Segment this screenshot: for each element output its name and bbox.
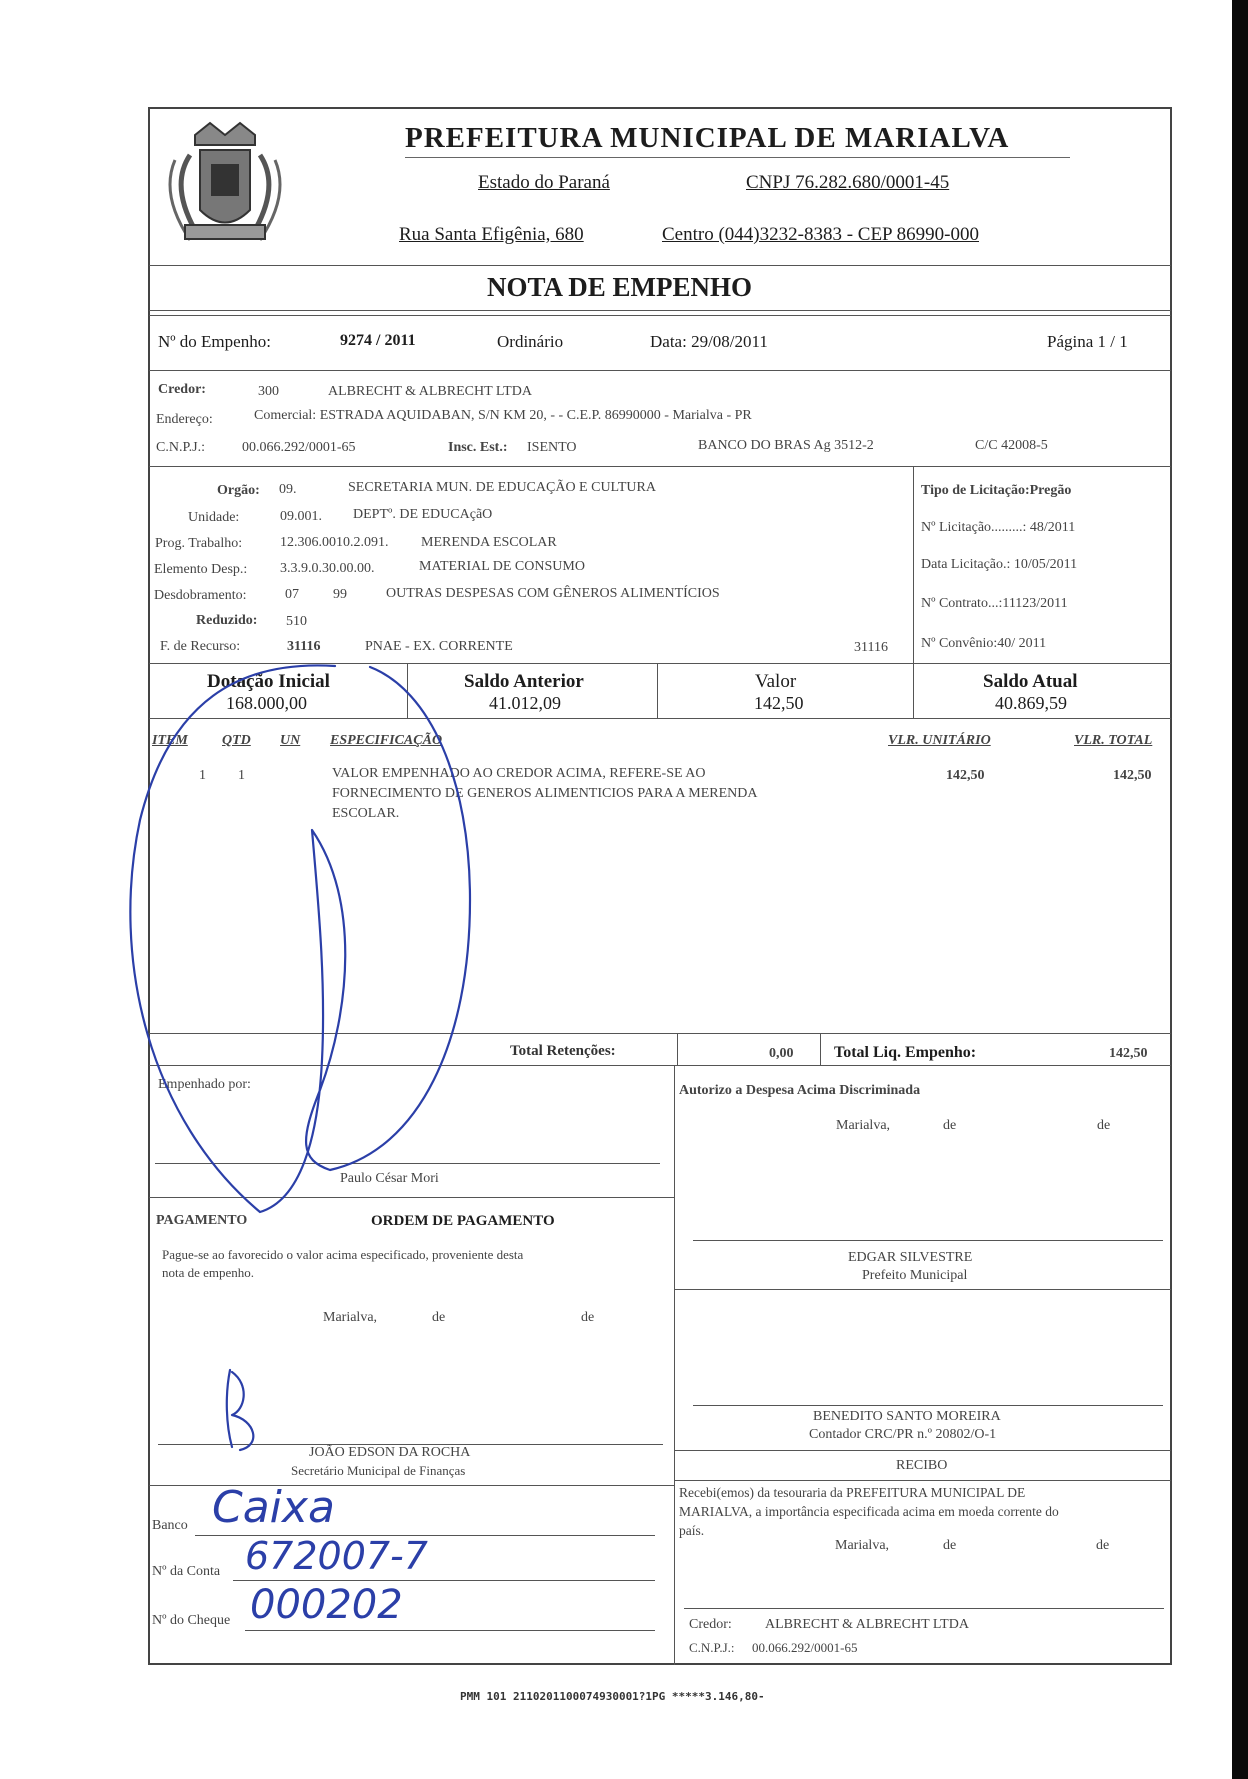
pagamento-de1: de — [432, 1310, 446, 1325]
orgao-label: Orgão: — [217, 483, 260, 498]
recibo-credor-label: Credor: — [689, 1617, 732, 1632]
row-qtd: 1 — [238, 768, 245, 783]
saldo-atual-label: Saldo Atual — [983, 671, 1078, 692]
page-title: PREFEITURA MUNICIPAL DE MARIALVA — [405, 122, 1010, 154]
orgao-code: 09. — [279, 482, 297, 497]
desdobramento-a: 07 — [285, 587, 299, 602]
col-vlr-total: VLR. TOTAL — [1074, 733, 1153, 748]
document-title: NOTA DE EMPENHO — [487, 272, 753, 302]
ordem-pagamento-title: ORDEM DE PAGAMENTO — [371, 1213, 555, 1229]
credor-code: 300 — [258, 384, 279, 399]
secretario-name: JOÃO EDSON DA ROCHA — [309, 1445, 471, 1460]
desdobramento-b: 99 — [333, 587, 347, 602]
recibo-city: Marialva, — [835, 1538, 890, 1553]
numero-licitacao: Nº Licitação.........: 48/2011 — [921, 520, 1076, 535]
insc-label: Insc. Est.: — [448, 440, 508, 455]
col-especificacao: ESPECIFICAÇÃO — [330, 733, 443, 748]
insc-value: ISENTO — [527, 440, 577, 455]
credor-label: Credor: — [158, 382, 206, 397]
recurso-desc: PNAE - EX. CORRENTE — [365, 639, 513, 654]
col-vlr-unitario: VLR. UNITÁRIO — [888, 733, 991, 748]
autorizo-de2: de — [1097, 1118, 1111, 1133]
conta-handwritten: 672007-7 — [245, 1534, 428, 1578]
autorizo-city: Marialva, — [836, 1118, 891, 1133]
valor-label: Valor — [755, 671, 797, 692]
col-un: UN — [280, 733, 301, 748]
prog-code: 12.306.0010.2.091. — [280, 535, 389, 550]
cnpj-header: CNPJ 76.282.680/0001-45 — [746, 172, 950, 193]
banco-handwritten: Caixa — [212, 1482, 335, 1533]
elemento-desc: MATERIAL DE CONSUMO — [419, 559, 585, 574]
unidade-desc: DEPTº. DE EDUCAçãO — [353, 507, 493, 522]
cnpj-label: C.N.P.J.: — [156, 440, 206, 455]
contador-name: BENEDITO SANTO MOREIRA — [813, 1409, 1001, 1424]
empenhado-label: Empenhado por: — [158, 1077, 251, 1092]
elemento-label: Elemento Desp.: — [154, 562, 248, 577]
total-liq-label: Total Liq. Empenho: — [834, 1044, 977, 1061]
prog-label: Prog. Trabalho: — [155, 536, 243, 551]
unidade-label: Unidade: — [188, 510, 240, 525]
reduzido-value: 510 — [286, 614, 307, 629]
credor-name: ALBRECHT & ALBRECHT LTDA — [328, 384, 532, 399]
valor-value: 142,50 — [754, 693, 804, 713]
bank-agency: BANCO DO BRAS Ag 3512-2 — [698, 438, 874, 453]
desdobramento-label: Desdobramento: — [154, 588, 247, 603]
recibo-de1: de — [943, 1538, 957, 1553]
pagamento-de2: de — [581, 1310, 595, 1325]
autorizo-label: Autorizo a Despesa Acima Discriminada — [679, 1083, 921, 1098]
retencoes-value: 0,00 — [769, 1046, 794, 1061]
dotacao-label: Dotação Inicial — [207, 671, 330, 692]
address-label: Endereço: — [156, 412, 213, 427]
pagamento-city: Marialva, — [323, 1310, 378, 1325]
contador-role: Contador CRC/PR n.º 20802/O-1 — [809, 1427, 997, 1442]
recurso-label: F. de Recurso: — [160, 639, 241, 654]
credor-cnpj: 00.066.292/0001-65 — [242, 440, 356, 455]
numero-convenio: Nº Convênio:40/ 2011 — [921, 636, 1047, 651]
recibo-title: RECIBO — [896, 1458, 948, 1473]
recibo-cnpj-label: C.N.P.J.: — [689, 1640, 735, 1655]
recibo-text1: Recebi(emos) da tesouraria da PREFEITURA MUNICIPAL DE — [679, 1485, 1026, 1500]
empenho-date: Data: 29/08/2011 — [650, 332, 768, 351]
bank-account: C/C 42008-5 — [975, 438, 1048, 453]
secretario-role: Secretário Municipal de Finanças — [291, 1463, 466, 1478]
state-name: Estado do Paraná — [478, 172, 610, 193]
saldo-anterior-label: Saldo Anterior — [464, 671, 584, 692]
unidade-code: 09.001. — [280, 509, 322, 524]
recibo-text2: MARIALVA, a importância especificada acima em moeda corrente do — [679, 1504, 1059, 1519]
tipo-licitacao: Tipo de Licitação:Pregão — [921, 483, 1072, 498]
data-licitacao: Data Licitação.: 10/05/2011 — [921, 557, 1078, 572]
col-qtd: QTD — [222, 733, 251, 748]
recibo-de2: de — [1096, 1538, 1110, 1553]
recurso-code: 31116 — [287, 639, 321, 654]
prefeito-role: Prefeito Municipal — [862, 1268, 968, 1283]
dotacao-value: 168.000,00 — [226, 693, 307, 713]
credor-address: Comercial: ESTRADA AQUIDABAN, S/N KM 20, - - C.E.P. 86990000 - Marialva - PR — [254, 408, 752, 423]
reduzido-label: Reduzido: — [196, 613, 258, 628]
recurso-right: 31116 — [854, 640, 888, 655]
elemento-code: 3.3.9.0.30.00.00. — [280, 561, 375, 576]
empenhado-name: Paulo César Mori — [340, 1171, 439, 1186]
conta-label: Nº da Conta — [152, 1564, 221, 1579]
prog-desc: MERENDA ESCOLAR — [421, 535, 557, 550]
banco-label: Banco — [152, 1518, 188, 1533]
saldo-atual-value: 40.869,59 — [995, 693, 1067, 713]
row-spec-line3: ESCOLAR. — [332, 806, 400, 821]
cheque-label: Nº do Cheque — [152, 1613, 231, 1628]
row-total-value: 142,50 — [1113, 768, 1152, 783]
pagamento-text1: Pague-se ao favorecido o valor acima especificado, proveniente desta — [162, 1247, 524, 1262]
row-item: 1 — [199, 768, 206, 783]
empenho-label: Nº do Empenho: — [158, 332, 271, 351]
desdobramento-desc: OUTRAS DESPESAS COM GÊNEROS ALIMENTÍCIOS — [386, 586, 720, 601]
total-liq-value: 142,50 — [1109, 1046, 1148, 1061]
autorizo-de1: de — [943, 1118, 957, 1133]
retencoes-label: Total Retenções: — [510, 1043, 616, 1059]
orgao-desc: SECRETARIA MUN. DE EDUCAÇÃO E CULTURA — [348, 480, 656, 495]
col-item: ITEM — [152, 733, 188, 748]
saldo-anterior-value: 41.012,09 — [489, 693, 561, 713]
recibo-text3: país. — [679, 1523, 705, 1538]
row-spec-line1: VALOR EMPENHADO AO CREDOR ACIMA, REFERE-SE AO — [332, 766, 706, 781]
row-spec-line2: FORNECIMENTO DE GENEROS ALIMENTICIOS PARA A MERENDA — [332, 786, 758, 801]
footer-code: PMM 101 2110201100074930001?1PG *****3.146,80- — [460, 1690, 765, 1703]
cheque-handwritten: 000202 — [250, 1582, 403, 1628]
contact-line: Centro (044)3232-8383 - CEP 86990-000 — [662, 224, 979, 245]
empenho-number: 9274 / 2011 — [340, 332, 416, 349]
numero-contrato: Nº Contrato...:11123/2011 — [921, 596, 1068, 611]
recibo-credor-name: ALBRECHT & ALBRECHT LTDA — [765, 1617, 969, 1632]
pagamento-label: PAGAMENTO — [156, 1213, 248, 1228]
page-number: Página 1 / 1 — [1047, 332, 1128, 351]
row-unit-value: 142,50 — [946, 768, 985, 783]
recibo-cnpj: 00.066.292/0001-65 — [752, 1640, 858, 1655]
street-address: Rua Santa Efigênia, 680 — [399, 224, 584, 245]
pagamento-text2: nota de empenho. — [162, 1265, 255, 1280]
empenho-type: Ordinário — [497, 332, 564, 351]
prefeito-name: EDGAR SILVESTRE — [848, 1250, 973, 1265]
